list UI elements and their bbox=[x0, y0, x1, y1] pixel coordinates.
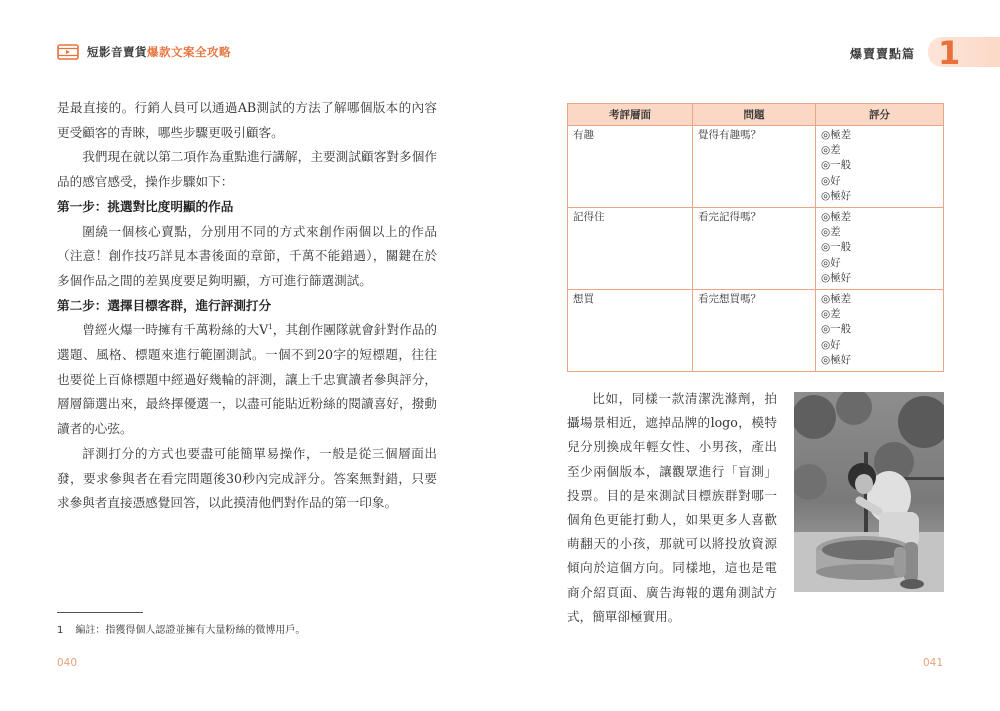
right-body-text bbox=[567, 387, 777, 629]
score-option: ◎差 bbox=[821, 226, 841, 239]
book-title bbox=[87, 44, 231, 60]
footnote-text: 編註：指獲得個人認證並擁有大量粉絲的微博用戶。 bbox=[75, 625, 306, 636]
score-option: ◎好 bbox=[821, 338, 841, 351]
score-option: ◎一般 bbox=[821, 323, 852, 336]
score-option: ◎好 bbox=[821, 174, 841, 187]
footnote-number: 1 bbox=[57, 625, 64, 636]
paragraph: 圍繞一個核心賣點，分別用不同的方式來創作兩個以上的作品（注意！創作技巧詳見本書後面的章節，千萬不能錯過），關鍵在於多個作品之間的差異度要足夠明顯，方可進行篩選測試。 bbox=[57, 223, 437, 288]
column-header: 問題 bbox=[693, 104, 816, 126]
paragraph: 我們現在就以第二項作為重點進行講解，主要測試顧客對多個作品的感官感受，操作步驟如下： bbox=[57, 149, 437, 190]
score-option: ◎極好 bbox=[821, 271, 852, 284]
step-heading: 第一步：挑選對比度明顯的作品 bbox=[57, 198, 234, 214]
footnote bbox=[57, 621, 305, 636]
step-heading: 第二步：選擇目標客群，進行評測打分 bbox=[57, 297, 272, 313]
paragraph: 是最直接的。行銷人員可以通過AB測試的方法了解哪個版本的內容更受顧客的青睞，哪些步驟更吸引顧客。 bbox=[57, 100, 437, 140]
paragraph: 評測打分的方式也要盡可能簡單易操作，一般是從三個層面出發，要求參與者在看完問題後30秒內完成評分。答案無對錯，只要求參與者直接憑感覺回答，以此摸清他們對作品的第一印象。 bbox=[57, 445, 437, 511]
question-cell: 看完記得嗎？ bbox=[693, 208, 816, 290]
aspect-cell: 有趣 bbox=[568, 126, 693, 208]
column-header: 評分 bbox=[816, 104, 944, 126]
aspect-cell: 想買 bbox=[568, 290, 693, 372]
question-cell: 覺得有趣嗎？ bbox=[693, 126, 816, 208]
score-option: ◎一般 bbox=[821, 159, 852, 172]
table-row bbox=[568, 208, 944, 290]
table-header-row bbox=[568, 104, 944, 126]
page-number-left: 040 bbox=[57, 657, 78, 669]
paragraph-with-footnote bbox=[57, 318, 437, 442]
score-cell bbox=[816, 208, 944, 290]
score-option: ◎極好 bbox=[821, 189, 852, 202]
book-title-part1: 短影音賣貨 bbox=[87, 45, 147, 59]
footnote-divider bbox=[57, 612, 143, 613]
evaluation-table bbox=[567, 103, 944, 372]
chapter-title: 爆賣賣點篇 bbox=[849, 47, 915, 61]
photo-child-washing-basin bbox=[794, 392, 944, 592]
chapter-number: 1 bbox=[938, 34, 961, 72]
score-option: ◎差 bbox=[821, 308, 841, 321]
column-header: 考評層面 bbox=[568, 104, 693, 126]
table-row bbox=[568, 290, 944, 372]
score-option: ◎極差 bbox=[821, 293, 852, 306]
book-title-part2: 爆款文案全攻略 bbox=[147, 45, 231, 59]
paragraph: 比如，同樣一款清潔洗滌劑，拍攝場景相近，遮掉品牌的logo，模特兒分別換成年輕女性、小男孩，產出至少兩個版本，讓觀眾進行「盲測」投票。目的是來測試目標族群對哪一個角色更能打動人，如果更多人喜歡萌翻天的小孩，那就可以將投放資源傾向於這個方向。同樣地，這也是電商介紹頁面、廣告海報的選角測試方式，簡單卻極實用。 bbox=[567, 391, 777, 624]
score-option: ◎一般 bbox=[821, 241, 852, 254]
question-cell: 看完想買嗎？ bbox=[693, 290, 816, 372]
score-option: ◎極好 bbox=[821, 353, 852, 366]
score-cell bbox=[816, 126, 944, 208]
left-body-text bbox=[57, 96, 437, 516]
score-option: ◎極差 bbox=[821, 211, 852, 224]
text-span: 曾經火爆一時擁有千萬粉絲的大V bbox=[82, 322, 269, 338]
text-span: ，其創作團隊就會針對作品的選題、風格、標題來進行範圍測試。一個不到20字的短標題，往往也要從上百條標題中經過好幾輪的評測，讓上千忠實讀者參與評分，層層篩選出來，最終擇優選一，以盡可能貼近粉絲的閱讀喜好，撥動讀者的心弦。 bbox=[57, 322, 437, 437]
video-film-icon bbox=[57, 44, 79, 60]
footnote-ref: 1 bbox=[268, 323, 273, 332]
right-page bbox=[500, 0, 1000, 711]
aspect-cell: 記得住 bbox=[568, 208, 693, 290]
score-cell bbox=[816, 290, 944, 372]
table-row bbox=[568, 126, 944, 208]
book-header bbox=[57, 42, 231, 62]
score-option: ◎好 bbox=[821, 256, 841, 269]
score-option: ◎差 bbox=[821, 144, 841, 157]
page-number-right: 041 bbox=[922, 657, 943, 669]
chapter-tab bbox=[928, 34, 1000, 72]
score-option: ◎極差 bbox=[821, 129, 852, 141]
